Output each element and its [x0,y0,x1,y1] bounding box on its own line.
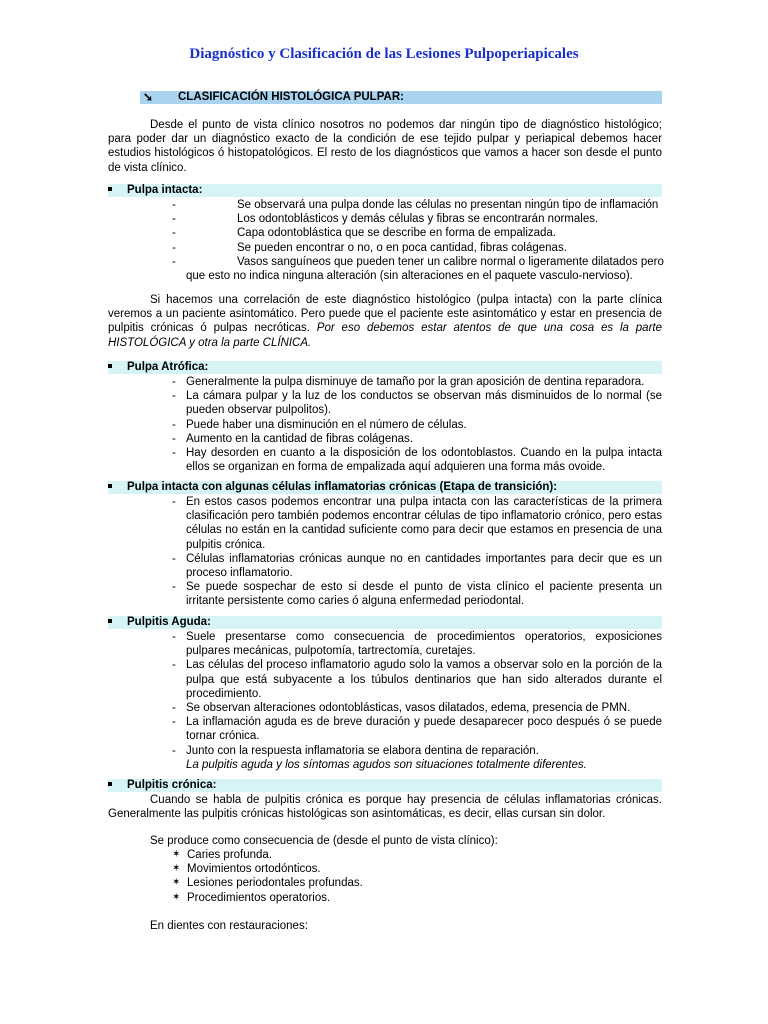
list-item-text: Se observará una pulpa donde las células no presentan ningún tipo de inflamación [237,199,659,211]
heading-pulpa-transicion [108,481,557,494]
list-item-text: La cámara pulpar y la luz de los conductos se observan más disminuidos de lo normal (se pueden observar pulpolitos). [186,390,662,417]
list-item [172,715,662,743]
heading-pulpa-intacta [108,184,202,197]
section-banner [140,91,662,104]
list-item-text: Los odontoblásticos y demás células y fibras se encontrarán normales. [237,213,599,226]
dash: - [172,702,176,715]
list-item-text: Junto con la respuesta inflamatoria se elabora dentina de reparación. [186,744,539,757]
cronica-causes-intro [108,834,662,848]
heading-text: Pulpa Atrófica: [127,361,209,373]
dash: - [172,227,176,240]
intro-text: Desde el punto de vista clínico nosotros no podemos dar ningún tipo de diagnóstico histológico; para poder dar un diagnóstico exacto de la condición de ese tejido pulpar y periapical debemos hacer estudios histológicos ó histopatológicos. El resto de los diagnósticos que vamos a hacer son desde el punto de vista clínico. [108,119,662,174]
dash: - [172,631,176,643]
dash: - [172,716,176,729]
list-item-text: Se pueden encontrar o no, o en poca cantidad, fibras colágenas. [237,241,567,254]
list-item-text: Hay desorden en cuanto a la disposición de los odontoblastos. Cuando en la pulpa intacta ellos se organizan en forma de empalizada aquí adquieren una forma más ovoide. [186,447,662,474]
italic-note: La pulpitis aguda y los síntomas agudos son situaciones totalmente diferentes. [186,758,587,771]
dash: - [172,241,176,254]
list-item [172,658,662,701]
correlation-text: Si hacemos una correlación de este diagnóstico histológico (pulpa intacta) con la parte clínica veremos a un paciente asintomático. Pero puede que el paciente este asintomático y estar en presencia de pulpitis crónicas ó pulpas necróticas. [108,294,662,335]
list-item-text: Puede haber una disminución en el número de células. [186,418,467,431]
dash: - [172,447,176,460]
correlation-paragraph [108,293,662,350]
heading-text: Pulpitis crónica: [127,779,217,791]
heading-pulpa-atrofica [108,361,208,374]
list-item-text: Generalmente la pulpa disminuye de tamaño por la gran aposición de dentina reparadora. [186,376,645,388]
star-bullet-icon: ✶ [172,863,181,875]
list-item-text: Se puede sospechar de esto si desde el punto de vista clínico el paciente presenta un irritante persistente como caries ó alguna enfermedad periodontal. [186,581,662,608]
list-item [172,212,662,226]
list-item [172,701,662,715]
list-item [172,848,363,862]
bullet-square-icon [108,782,112,786]
list-item [172,198,662,212]
list-item-text: Suele presentarse como consecuencia de procedimientos operatorios, exposiciones pulpares mecánicas, pulpotomía, tartrectomía, curetajes. [186,631,662,658]
restauraciones-text: En dientes con restauraciones: [150,920,308,932]
intro-paragraph [108,118,662,175]
bullet-square-icon [108,364,112,368]
dash: - [172,213,176,226]
heading-text: Pulpa intacta: [127,184,203,196]
dash: - [172,418,176,431]
list-cronica-causes [172,848,363,905]
heading-text: Pulpitis Aguda: [127,616,211,628]
list-item [172,891,363,905]
bullet-square-icon [108,619,112,623]
dash: - [172,659,176,672]
list-item-text: Caries profunda. [187,849,273,861]
dash: - [172,376,176,388]
list-item [172,446,662,474]
banner-heading: CLASIFICACIÓN HISTOLÓGICA PULPAR: [178,91,404,103]
list-item [172,580,662,608]
cronica-paragraph [108,793,662,821]
list-item-text: Lesiones periodontales profundas. [187,877,363,890]
list-item [172,862,363,876]
list-item [172,432,662,446]
list-pulpa-atrofica [172,375,662,474]
dash: - [172,432,176,445]
list-pulpitis-aguda [172,630,662,772]
list-item [172,418,662,432]
restauraciones-paragraph [108,919,662,933]
list-item-text: Capa odontoblástica que se describe en forma de empalizada. [237,227,557,240]
bullet-square-icon [108,187,112,191]
bullet-square-icon [108,484,112,488]
list-item-text: Aumento en la cantidad de fibras colágenas. [186,432,413,445]
list-item-continuation: que esto no indica ninguna alteración (sin alteraciones en el paquete vasculo-nervioso). [186,269,633,282]
document-title: Diagnóstico y Clasificación de las Lesiones Pulpoperiapicales [189,46,579,62]
list-pulpa-transicion [172,495,662,609]
star-bullet-icon: ✶ [172,877,181,889]
dash: - [172,390,176,403]
heading-pulpitis-aguda [108,616,211,629]
list-item [172,255,662,269]
cronica-causes-text: Se produce como consecuencia de (desde el punto de vista clínico): [150,835,498,847]
list-item [172,389,662,417]
list-item-text: Procedimientos operatorios. [187,891,331,904]
star-bullet-icon: ✶ [172,849,181,860]
list-item [172,630,662,658]
dash: - [172,552,176,565]
dash: - [172,199,176,211]
list-pulpa-intacta [172,198,662,283]
list-item [172,226,662,240]
dash: - [172,255,176,268]
list-item-text: Células inflamatorias crónicas aunque no en cantidades importantes para decir que es un proceso inflamatorio. [186,552,662,580]
list-item-text: La inflamación aguda es de breve duración y puede desaparecer poco después ó se puede tornar crónica. [186,716,662,743]
heading-pulpitis-cronica [108,779,216,792]
dash: - [172,744,176,757]
correlation-italic-text: Por eso debemos estar atentos de que una cosa es la parte HISTOLÓGICA y otra la parte CLÍNICA. [108,322,662,349]
dash: - [172,581,176,594]
list-item-text: Las células del proceso inflamatorio agudo solo la vamos a observar solo en la porción de la pulpa que está subyacente a los túbulos dentinarios que han sido alterados durante el procedimiento. [186,659,662,700]
list-item [172,375,662,389]
list-item [172,876,363,890]
list-item-text: Vasos sanguíneos que pueden tener un calibre normal o ligeramente dilatados pero [237,255,664,268]
dash: - [172,496,176,508]
list-item-text: Movimientos ortodónticos. [187,863,321,876]
list-item-text: Se observan alteraciones odontoblásticas, vasos dilatados, edema, presencia de PMN. [186,702,631,715]
heading-text: Pulpa intacta con algunas células inflamatorias crónicas (Etapa de transición): [127,481,558,493]
list-item [172,744,662,758]
list-item [172,495,662,552]
arrow-icon: ➘ [143,90,154,104]
list-item-text: En estos casos podemos encontrar una pulpa intacta con las características de la primera clasificación pero también podemos encontrar células de tipo inflamatorio crónico, pero estas células no están en la cantidad suficiente como para decir que estamos en presencia de una pulpitis crónica. [186,496,662,551]
cronica-text: Cuando se habla de pulpitis crónica es porque hay presencia de células inflamatorias crónicas. Generalmente las pulpitis crónicas histológicas son asintomáticas, es decir, ellas cursan sin dolor. [108,794,662,821]
list-item [172,552,662,580]
star-bullet-icon: ✶ [172,891,181,903]
list-item [172,241,662,255]
